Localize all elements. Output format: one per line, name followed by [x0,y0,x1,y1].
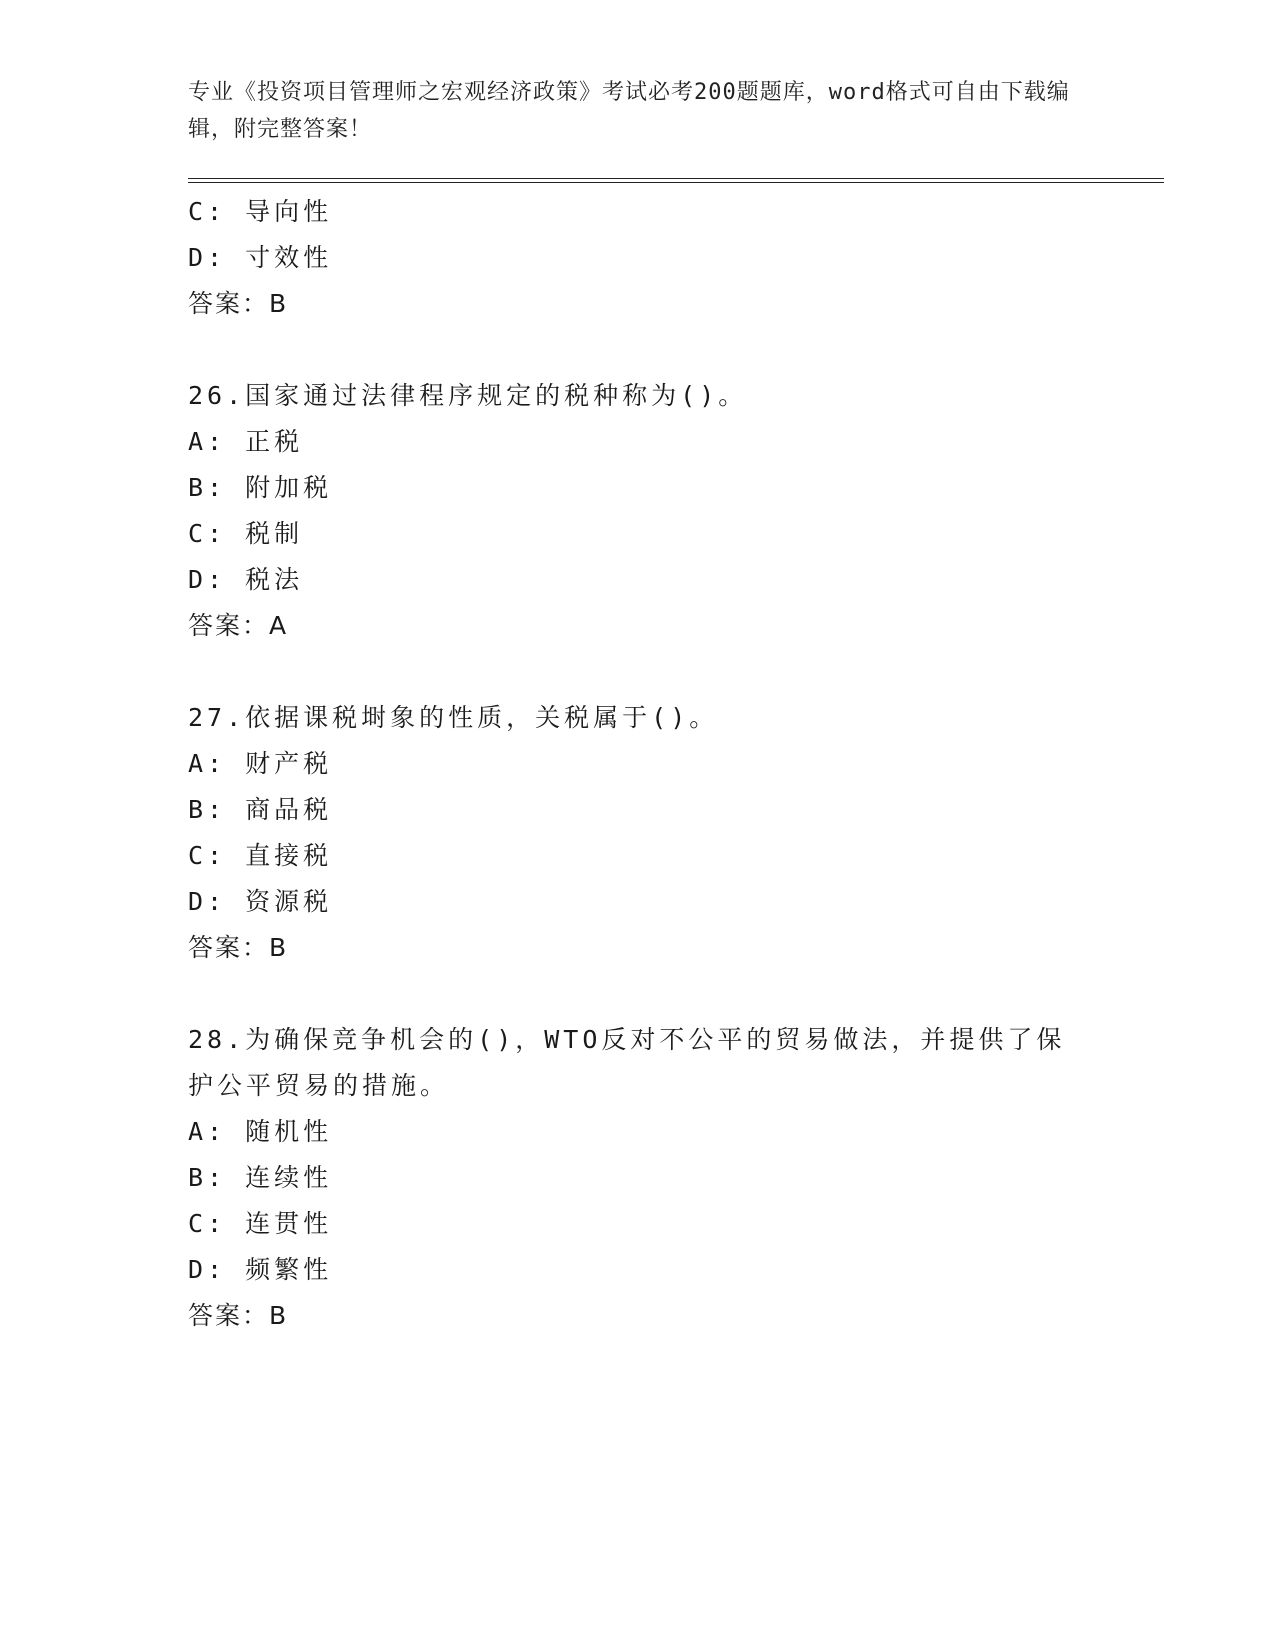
option-b: B: 连续性 [188,1163,333,1192]
option-a: A: 正税 [188,427,304,456]
option-c: C: 导向性 [188,197,333,226]
question-list [188,189,1088,1339]
option-b: B: 附加税 [188,473,333,502]
option-d: D: 寸效性 [188,243,333,272]
option-b: B: 商品税 [188,795,333,824]
option-c: C: 连贯性 [188,1209,333,1238]
question-28 [188,1017,1088,1339]
option-d: D: 频繁性 [188,1255,333,1284]
answer: 答案：B [188,289,289,318]
option-a: A: 财产税 [188,749,333,778]
question-27 [188,695,1088,971]
question-25-tail [188,189,1088,327]
question-26 [188,373,1088,649]
option-c: C: 税制 [188,519,304,548]
answer: 答案：B [188,1301,289,1330]
question-stem: 28.为确保竞争机会的()，WTO反对不公平的贸易做法，并提供了保护公平贸易的措施。 [188,1025,1066,1100]
question-stem: 26.国家通过法律程序规定的税种称为()。 [188,381,748,410]
document-header: 专业《投资项目管理师之宏观经济政策》考试必考200题题库，word格式可自由下载编辑，附完整答案！ [188,80,1070,142]
option-a: A: 随机性 [188,1117,333,1146]
divider-line-top [188,178,1164,179]
question-stem: 27.依据课税埘象的性质，关税属于()。 [188,703,719,732]
option-c: C: 直接税 [188,841,333,870]
option-d: D: 资源税 [188,887,333,916]
answer: 答案：A [188,611,289,640]
answer: 答案：B [188,933,289,962]
header-divider [188,178,1164,184]
divider-line-bottom [188,182,1164,183]
option-d: D: 税法 [188,565,304,594]
